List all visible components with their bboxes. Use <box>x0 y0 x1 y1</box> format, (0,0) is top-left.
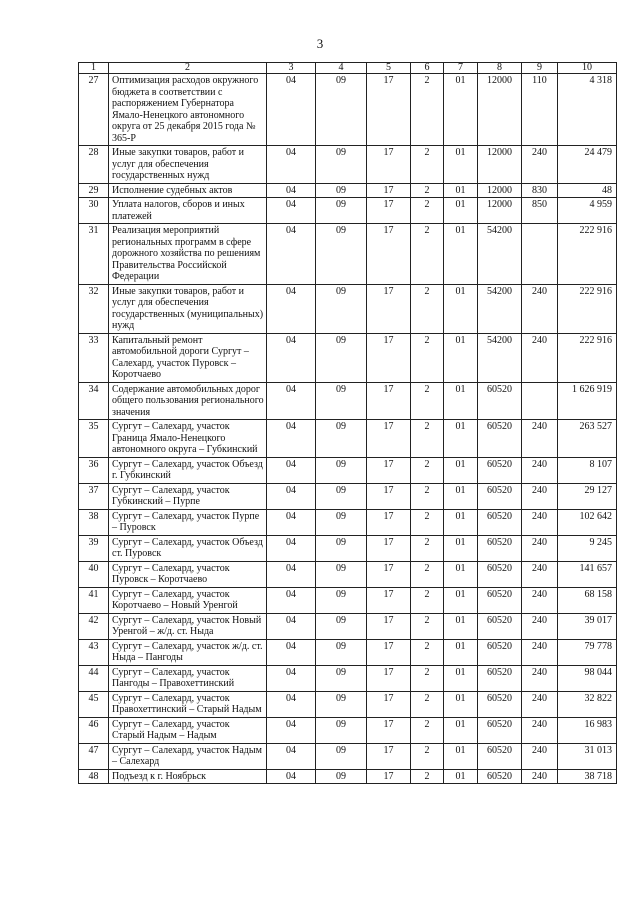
code-col-9-cell <box>522 382 558 420</box>
code-col-4-cell: 09 <box>316 457 367 483</box>
code-col-6-cell: 2 <box>411 613 444 639</box>
code-col-9-cell: 240 <box>522 284 558 333</box>
code-col-8-cell: 60520 <box>478 769 522 784</box>
amount-cell: 263 527 <box>558 420 617 458</box>
code-col-4-cell: 09 <box>316 146 367 184</box>
row-name-cell: Сургут – Салехард, участок Новый Уренгой – ж/д. ст. Ныда <box>109 613 267 639</box>
code-col-8-cell: 60520 <box>478 457 522 483</box>
code-col-3-cell: 04 <box>267 284 316 333</box>
row-name-cell: Уплата налогов, сборов и иных платежей <box>109 198 267 224</box>
code-col-6-cell: 2 <box>411 183 444 198</box>
table-row <box>79 665 617 691</box>
code-col-3-cell: 04 <box>267 382 316 420</box>
code-col-7-cell: 01 <box>444 420 478 458</box>
row-number-cell: 47 <box>79 743 109 769</box>
code-col-9-cell: 240 <box>522 420 558 458</box>
table-row <box>79 183 617 198</box>
code-col-9-cell: 240 <box>522 587 558 613</box>
code-col-7-cell: 01 <box>444 284 478 333</box>
code-col-4-cell: 09 <box>316 74 367 146</box>
code-col-6-cell: 2 <box>411 420 444 458</box>
code-col-8-cell: 60520 <box>478 743 522 769</box>
code-col-7-cell: 01 <box>444 146 478 184</box>
table-row <box>79 717 617 743</box>
code-col-3-cell: 04 <box>267 74 316 146</box>
code-col-8-cell: 60520 <box>478 639 522 665</box>
code-col-7-cell: 01 <box>444 743 478 769</box>
amount-cell: 29 127 <box>558 483 617 509</box>
row-number-cell: 39 <box>79 535 109 561</box>
code-col-3-cell: 04 <box>267 717 316 743</box>
row-name-cell: Сургут – Салехард, участок Коротчаево – Новый Уренгой <box>109 587 267 613</box>
code-col-5-cell: 17 <box>367 535 411 561</box>
code-col-3-cell: 04 <box>267 224 316 285</box>
column-header: 3 <box>267 63 316 74</box>
row-name-cell: Сургут – Салехард, участок Правохеттинский – Старый Надым <box>109 691 267 717</box>
code-col-6-cell: 2 <box>411 483 444 509</box>
code-col-5-cell: 17 <box>367 483 411 509</box>
table-row <box>79 198 617 224</box>
code-col-7-cell: 01 <box>444 769 478 784</box>
code-col-3-cell: 04 <box>267 769 316 784</box>
header-row <box>79 63 617 74</box>
row-number-cell: 46 <box>79 717 109 743</box>
code-col-3-cell: 04 <box>267 146 316 184</box>
amount-cell: 141 657 <box>558 561 617 587</box>
row-name-cell: Сургут – Салехард, участок Объезд г. Губкинский <box>109 457 267 483</box>
code-col-8-cell: 60520 <box>478 420 522 458</box>
code-col-3-cell: 04 <box>267 420 316 458</box>
code-col-3-cell: 04 <box>267 691 316 717</box>
code-col-7-cell: 01 <box>444 183 478 198</box>
code-col-3-cell: 04 <box>267 613 316 639</box>
table-row <box>79 74 617 146</box>
code-col-5-cell: 17 <box>367 420 411 458</box>
row-name-cell: Сургут – Салехард, участок Граница Ямало-Ненецкого автономного округа – Губкинский <box>109 420 267 458</box>
row-name-cell: Сургут – Салехард, участок Губкинский – Пурпе <box>109 483 267 509</box>
code-col-8-cell: 60520 <box>478 691 522 717</box>
code-col-6-cell: 2 <box>411 74 444 146</box>
code-col-7-cell: 01 <box>444 333 478 382</box>
row-name-cell: Сургут – Салехард, участок Пуровск – Коротчаево <box>109 561 267 587</box>
code-col-4-cell: 09 <box>316 535 367 561</box>
code-col-4-cell: 09 <box>316 284 367 333</box>
code-col-6-cell: 2 <box>411 198 444 224</box>
row-name-cell: Сургут – Салехард, участок Пурпе – Пуровск <box>109 509 267 535</box>
code-col-7-cell: 01 <box>444 224 478 285</box>
code-col-5-cell: 17 <box>367 691 411 717</box>
row-name-cell: Сургут – Салехард, участок Объезд ст. Пуровск <box>109 535 267 561</box>
row-number-cell: 40 <box>79 561 109 587</box>
row-name-cell: Реализация мероприятий региональных программ в сфере дорожного хозяйства по решениям Правительства Российской Федерации <box>109 224 267 285</box>
table-row <box>79 613 617 639</box>
code-col-3-cell: 04 <box>267 587 316 613</box>
code-col-9-cell: 240 <box>522 613 558 639</box>
code-col-6-cell: 2 <box>411 587 444 613</box>
code-col-9-cell: 240 <box>522 665 558 691</box>
code-col-6-cell: 2 <box>411 333 444 382</box>
code-col-6-cell: 2 <box>411 284 444 333</box>
amount-cell: 1 626 919 <box>558 382 617 420</box>
code-col-4-cell: 09 <box>316 587 367 613</box>
code-col-8-cell: 60520 <box>478 382 522 420</box>
code-col-9-cell: 240 <box>522 457 558 483</box>
code-col-5-cell: 17 <box>367 382 411 420</box>
table-row <box>79 284 617 333</box>
code-col-5-cell: 17 <box>367 639 411 665</box>
row-number-cell: 48 <box>79 769 109 784</box>
table-row <box>79 691 617 717</box>
amount-cell: 9 245 <box>558 535 617 561</box>
amount-cell: 39 017 <box>558 613 617 639</box>
code-col-6-cell: 2 <box>411 561 444 587</box>
code-col-8-cell: 12000 <box>478 146 522 184</box>
code-col-8-cell: 60520 <box>478 561 522 587</box>
code-col-6-cell: 2 <box>411 743 444 769</box>
code-col-8-cell: 54200 <box>478 284 522 333</box>
column-header: 4 <box>316 63 367 74</box>
code-col-9-cell <box>522 224 558 285</box>
code-col-3-cell: 04 <box>267 743 316 769</box>
code-col-8-cell: 54200 <box>478 224 522 285</box>
row-number-cell: 34 <box>79 382 109 420</box>
amount-cell: 16 983 <box>558 717 617 743</box>
code-col-5-cell: 17 <box>367 183 411 198</box>
amount-cell: 102 642 <box>558 509 617 535</box>
amount-cell: 222 916 <box>558 333 617 382</box>
code-col-3-cell: 04 <box>267 639 316 665</box>
code-col-9-cell: 110 <box>522 74 558 146</box>
code-col-9-cell: 240 <box>522 717 558 743</box>
code-col-4-cell: 09 <box>316 769 367 784</box>
code-col-3-cell: 04 <box>267 198 316 224</box>
amount-cell: 68 158 <box>558 587 617 613</box>
row-number-cell: 29 <box>79 183 109 198</box>
row-number-cell: 38 <box>79 509 109 535</box>
code-col-3-cell: 04 <box>267 535 316 561</box>
code-col-9-cell: 240 <box>522 483 558 509</box>
code-col-4-cell: 09 <box>316 639 367 665</box>
code-col-4-cell: 09 <box>316 613 367 639</box>
code-col-8-cell: 60520 <box>478 509 522 535</box>
code-col-4-cell: 09 <box>316 561 367 587</box>
code-col-8-cell: 60520 <box>478 613 522 639</box>
code-col-7-cell: 01 <box>444 639 478 665</box>
row-name-cell: Иные закупки товаров, работ и услуг для обеспечения государственных нужд <box>109 146 267 184</box>
code-col-8-cell: 60520 <box>478 665 522 691</box>
amount-cell: 4 318 <box>558 74 617 146</box>
code-col-7-cell: 01 <box>444 665 478 691</box>
column-header: 7 <box>444 63 478 74</box>
code-col-9-cell: 240 <box>522 535 558 561</box>
code-col-9-cell: 240 <box>522 333 558 382</box>
table-row <box>79 457 617 483</box>
code-col-8-cell: 60520 <box>478 587 522 613</box>
row-name-cell: Исполнение судебных актов <box>109 183 267 198</box>
table-row <box>79 509 617 535</box>
code-col-6-cell: 2 <box>411 146 444 184</box>
code-col-5-cell: 17 <box>367 198 411 224</box>
code-col-8-cell: 60520 <box>478 717 522 743</box>
row-number-cell: 45 <box>79 691 109 717</box>
table-row <box>79 382 617 420</box>
code-col-4-cell: 09 <box>316 382 367 420</box>
code-col-3-cell: 04 <box>267 183 316 198</box>
code-col-3-cell: 04 <box>267 561 316 587</box>
code-col-3-cell: 04 <box>267 457 316 483</box>
code-col-7-cell: 01 <box>444 535 478 561</box>
code-col-3-cell: 04 <box>267 665 316 691</box>
amount-cell: 222 916 <box>558 224 617 285</box>
budget-table <box>78 62 617 784</box>
code-col-6-cell: 2 <box>411 717 444 743</box>
amount-cell: 98 044 <box>558 665 617 691</box>
row-number-cell: 43 <box>79 639 109 665</box>
column-header: 9 <box>522 63 558 74</box>
page-number: 3 <box>316 36 324 51</box>
code-col-6-cell: 2 <box>411 665 444 691</box>
code-col-5-cell: 17 <box>367 74 411 146</box>
code-col-6-cell: 2 <box>411 769 444 784</box>
code-col-9-cell: 830 <box>522 183 558 198</box>
code-col-7-cell: 01 <box>444 483 478 509</box>
table-row <box>79 535 617 561</box>
row-number-cell: 28 <box>79 146 109 184</box>
amount-cell: 24 479 <box>558 146 617 184</box>
code-col-5-cell: 17 <box>367 717 411 743</box>
code-col-8-cell: 12000 <box>478 198 522 224</box>
code-col-7-cell: 01 <box>444 691 478 717</box>
table-row <box>79 769 617 784</box>
table-row <box>79 587 617 613</box>
code-col-4-cell: 09 <box>316 224 367 285</box>
code-col-9-cell: 240 <box>522 146 558 184</box>
column-header: 2 <box>109 63 267 74</box>
code-col-5-cell: 17 <box>367 665 411 691</box>
row-number-cell: 36 <box>79 457 109 483</box>
code-col-5-cell: 17 <box>367 284 411 333</box>
code-col-8-cell: 60520 <box>478 535 522 561</box>
row-name-cell: Оптимизация расходов окружного бюджета в соответствии с распоряжением Губернатора Ямало-Ненецкого автономного округа от 25 декабря 2015 года № 365-Р <box>109 74 267 146</box>
table-row <box>79 420 617 458</box>
code-col-5-cell: 17 <box>367 561 411 587</box>
code-col-5-cell: 17 <box>367 613 411 639</box>
row-name-cell: Содержание автомобильных дорог общего пользования регионального значения <box>109 382 267 420</box>
column-header: 8 <box>478 63 522 74</box>
amount-cell: 222 916 <box>558 284 617 333</box>
row-number-cell: 30 <box>79 198 109 224</box>
code-col-6-cell: 2 <box>411 224 444 285</box>
row-name-cell: Подъезд к г. Ноябрьск <box>109 769 267 784</box>
code-col-7-cell: 01 <box>444 717 478 743</box>
row-number-cell: 37 <box>79 483 109 509</box>
row-name-cell: Сургут – Салехард, участок Надым – Салехард <box>109 743 267 769</box>
code-col-5-cell: 17 <box>367 457 411 483</box>
code-col-6-cell: 2 <box>411 639 444 665</box>
code-col-9-cell: 240 <box>522 561 558 587</box>
code-col-9-cell: 850 <box>522 198 558 224</box>
code-col-4-cell: 09 <box>316 483 367 509</box>
table-row <box>79 561 617 587</box>
row-number-cell: 41 <box>79 587 109 613</box>
code-col-7-cell: 01 <box>444 457 478 483</box>
code-col-7-cell: 01 <box>444 198 478 224</box>
code-col-7-cell: 01 <box>444 509 478 535</box>
code-col-9-cell: 240 <box>522 743 558 769</box>
amount-cell: 8 107 <box>558 457 617 483</box>
code-col-7-cell: 01 <box>444 561 478 587</box>
amount-cell: 4 959 <box>558 198 617 224</box>
code-col-4-cell: 09 <box>316 691 367 717</box>
table-row <box>79 743 617 769</box>
code-col-4-cell: 09 <box>316 333 367 382</box>
code-col-5-cell: 17 <box>367 509 411 535</box>
row-name-cell: Сургут – Салехард, участок Пангоды – Правохеттинский <box>109 665 267 691</box>
code-col-4-cell: 09 <box>316 183 367 198</box>
row-name-cell: Капитальный ремонт автомобильной дороги Сургут – Салехард, участок Пуровск – Коротчаево <box>109 333 267 382</box>
code-col-8-cell: 12000 <box>478 183 522 198</box>
table-row <box>79 224 617 285</box>
code-col-6-cell: 2 <box>411 382 444 420</box>
code-col-8-cell: 60520 <box>478 483 522 509</box>
code-col-6-cell: 2 <box>411 535 444 561</box>
column-header: 6 <box>411 63 444 74</box>
table-row <box>79 639 617 665</box>
row-number-cell: 27 <box>79 74 109 146</box>
code-col-5-cell: 17 <box>367 743 411 769</box>
column-header: 1 <box>79 63 109 74</box>
code-col-8-cell: 12000 <box>478 74 522 146</box>
code-col-4-cell: 09 <box>316 198 367 224</box>
code-col-6-cell: 2 <box>411 457 444 483</box>
code-col-4-cell: 09 <box>316 509 367 535</box>
row-name-cell: Сургут – Салехард, участок ж/д. ст. Ныда – Пангоды <box>109 639 267 665</box>
column-header: 5 <box>367 63 411 74</box>
amount-cell: 32 822 <box>558 691 617 717</box>
code-col-9-cell: 240 <box>522 691 558 717</box>
code-col-4-cell: 09 <box>316 743 367 769</box>
table-row <box>79 483 617 509</box>
code-col-9-cell: 240 <box>522 769 558 784</box>
amount-cell: 79 778 <box>558 639 617 665</box>
code-col-5-cell: 17 <box>367 769 411 784</box>
code-col-9-cell: 240 <box>522 509 558 535</box>
table-row <box>79 333 617 382</box>
amount-cell: 38 718 <box>558 769 617 784</box>
row-name-cell: Иные закупки товаров, работ и услуг для обеспечения государственных (муниципальных) нужд <box>109 284 267 333</box>
code-col-5-cell: 17 <box>367 333 411 382</box>
code-col-3-cell: 04 <box>267 483 316 509</box>
code-col-7-cell: 01 <box>444 74 478 146</box>
code-col-4-cell: 09 <box>316 717 367 743</box>
code-col-6-cell: 2 <box>411 691 444 717</box>
code-col-9-cell: 240 <box>522 639 558 665</box>
code-col-8-cell: 54200 <box>478 333 522 382</box>
row-number-cell: 35 <box>79 420 109 458</box>
code-col-6-cell: 2 <box>411 509 444 535</box>
row-number-cell: 42 <box>79 613 109 639</box>
row-name-cell: Сургут – Салехард, участок Старый Надым – Надым <box>109 717 267 743</box>
amount-cell: 48 <box>558 183 617 198</box>
code-col-4-cell: 09 <box>316 420 367 458</box>
table-row <box>79 146 617 184</box>
column-header: 10 <box>558 63 617 74</box>
row-number-cell: 33 <box>79 333 109 382</box>
row-number-cell: 32 <box>79 284 109 333</box>
row-number-cell: 31 <box>79 224 109 285</box>
code-col-4-cell: 09 <box>316 665 367 691</box>
code-col-3-cell: 04 <box>267 509 316 535</box>
code-col-5-cell: 17 <box>367 146 411 184</box>
amount-cell: 31 013 <box>558 743 617 769</box>
code-col-5-cell: 17 <box>367 587 411 613</box>
code-col-7-cell: 01 <box>444 587 478 613</box>
row-number-cell: 44 <box>79 665 109 691</box>
code-col-5-cell: 17 <box>367 224 411 285</box>
code-col-3-cell: 04 <box>267 333 316 382</box>
code-col-7-cell: 01 <box>444 382 478 420</box>
code-col-7-cell: 01 <box>444 613 478 639</box>
